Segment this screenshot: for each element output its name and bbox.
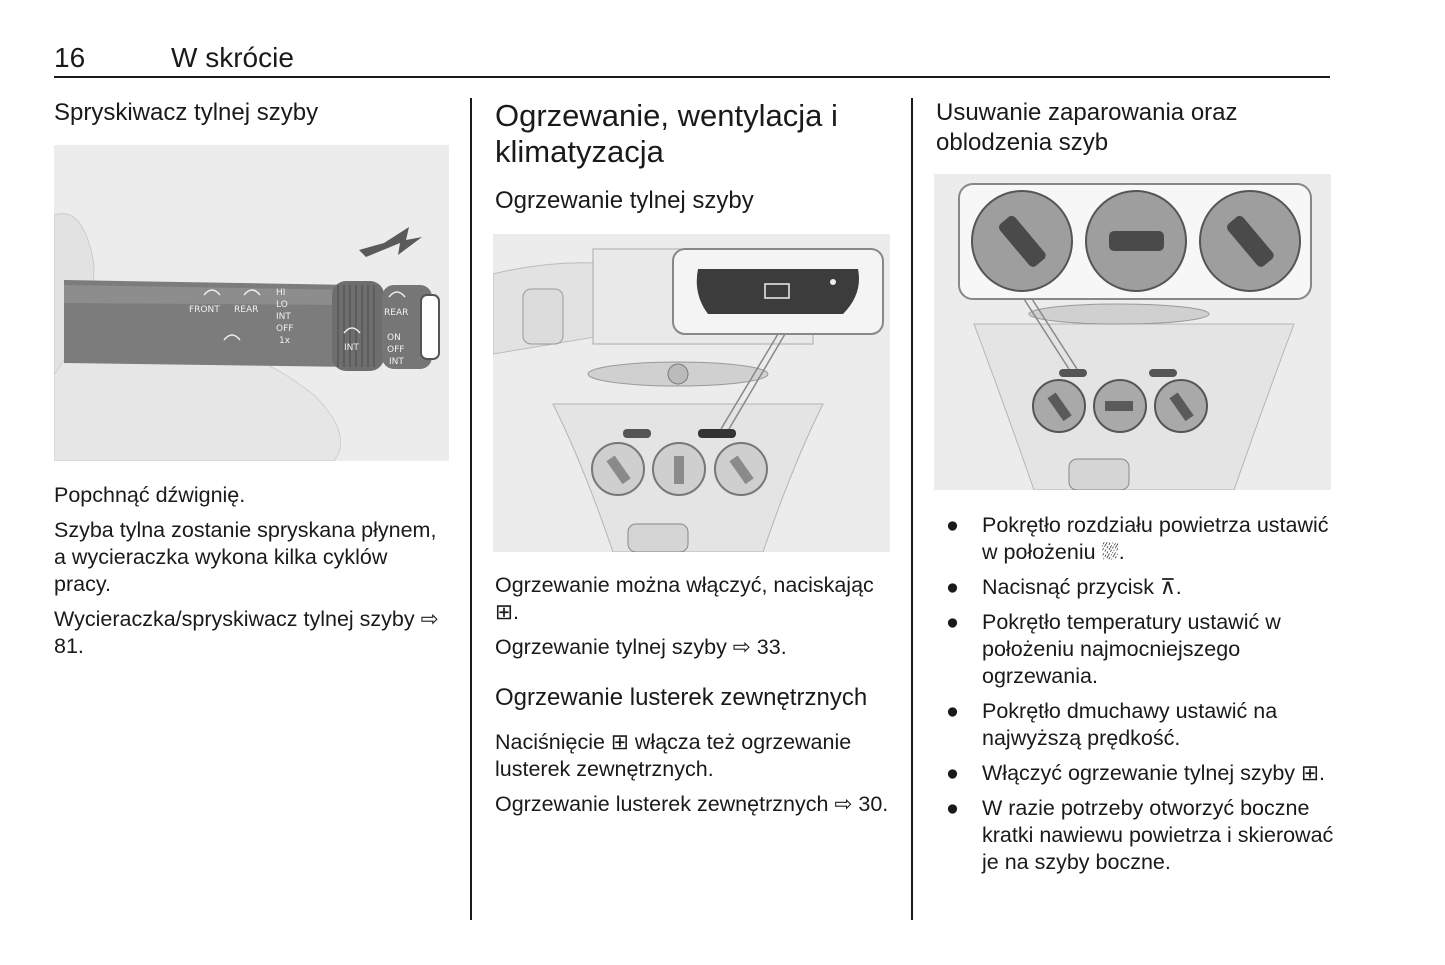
label-rear-switch: REAR — [384, 308, 409, 318]
cross-reference: Ogrzewanie tylnej szyby ⇨ 33. — [495, 635, 787, 659]
label-int-ring: INT — [344, 343, 359, 353]
rear-window-heating-figure — [493, 234, 890, 552]
instruction-text: Ogrzewanie można włączyć, naciskając ⊞. — [495, 573, 874, 624]
bullet-text: Pokrętło dmuchawy ustawić na najwyższą prędkość. — [982, 699, 1278, 750]
description-text: Naciśnięcie ⊞ włącza też ogrzewanie lusterek zewnętrznych. — [495, 730, 852, 781]
label-off-switch: OFF — [387, 345, 405, 355]
bullet: ● — [946, 796, 959, 820]
description-text: Szyba tylna zostanie spryskana płynem, a wycieraczka wykona kilka cyklów pracy. — [54, 518, 437, 596]
list-item — [936, 574, 1336, 601]
bullet: ● — [946, 575, 959, 599]
label-int-switch: INT — [389, 357, 404, 367]
section-heading: Spryskiwacz tylnej szyby — [54, 99, 319, 126]
list-item — [936, 760, 1336, 787]
bullet: ● — [946, 610, 959, 634]
wiper-stalk-figure — [54, 145, 449, 461]
list-item — [936, 512, 1336, 566]
label-on: ON — [387, 333, 401, 343]
cross-reference: Wycieraczka/spryskiwacz tylnej szyby ⇨ 81. — [54, 607, 439, 658]
col2-text — [495, 572, 890, 818]
bullet: ● — [946, 513, 959, 537]
subsection-heading-mirror-heating: Ogrzewanie lusterek zewnętrznych — [495, 684, 868, 711]
defog-steps-list — [936, 512, 1336, 876]
bullet-text: Pokrętło temperatury ustawić w położeniu najmocniejszego ogrzewania. — [982, 610, 1281, 688]
col3-text — [936, 512, 1336, 884]
instruction-text: Popchnąć dźwignię. — [54, 483, 246, 507]
label-hi: HI — [276, 288, 286, 298]
list-item — [936, 609, 1336, 690]
bullet-text: W razie potrzeby otworzyć boczne kratki nawiewu powietrza i skierować je na szyby boczne. — [982, 796, 1334, 874]
bullet: ● — [946, 761, 959, 785]
list-item — [936, 795, 1336, 876]
page-number: 16 — [54, 42, 86, 73]
col1-text — [54, 482, 449, 660]
column-rear-washer — [54, 98, 449, 128]
label-1x: 1x — [279, 336, 291, 346]
list-item — [936, 698, 1336, 752]
defog-controls-figure — [934, 174, 1331, 490]
bullet-text: Pokrętło rozdziału powietrza ustawić w położeniu ⛆. — [982, 513, 1329, 564]
column-divider — [911, 98, 913, 920]
chapter-title: W skrócie — [171, 42, 294, 73]
bullet-text: Nacisnąć przycisk ⊼. — [982, 575, 1182, 599]
label-front: FRONT — [189, 305, 220, 315]
section-heading: Usuwanie zaparowania oraz oblodzenia szyb — [936, 99, 1238, 156]
section-title: Ogrzewanie, wentylacja i klimatyzacja — [495, 98, 838, 169]
page-header — [54, 40, 1330, 78]
column-hvac — [495, 98, 890, 216]
label-lo: LO — [276, 300, 288, 310]
subsection-heading-rear-heating: Ogrzewanie tylnej szyby — [495, 187, 754, 214]
label-rear: REAR — [234, 305, 259, 315]
bullet: ● — [946, 699, 959, 723]
column-divider — [470, 98, 472, 920]
cross-reference: Ogrzewanie lusterek zewnętrznych ⇨ 30. — [495, 792, 889, 816]
column-defog — [936, 98, 1331, 158]
label-int: INT — [276, 312, 291, 322]
label-off: OFF — [276, 324, 294, 334]
bullet-text: Włączyć ogrzewanie tylnej szyby ⊞. — [982, 761, 1326, 785]
